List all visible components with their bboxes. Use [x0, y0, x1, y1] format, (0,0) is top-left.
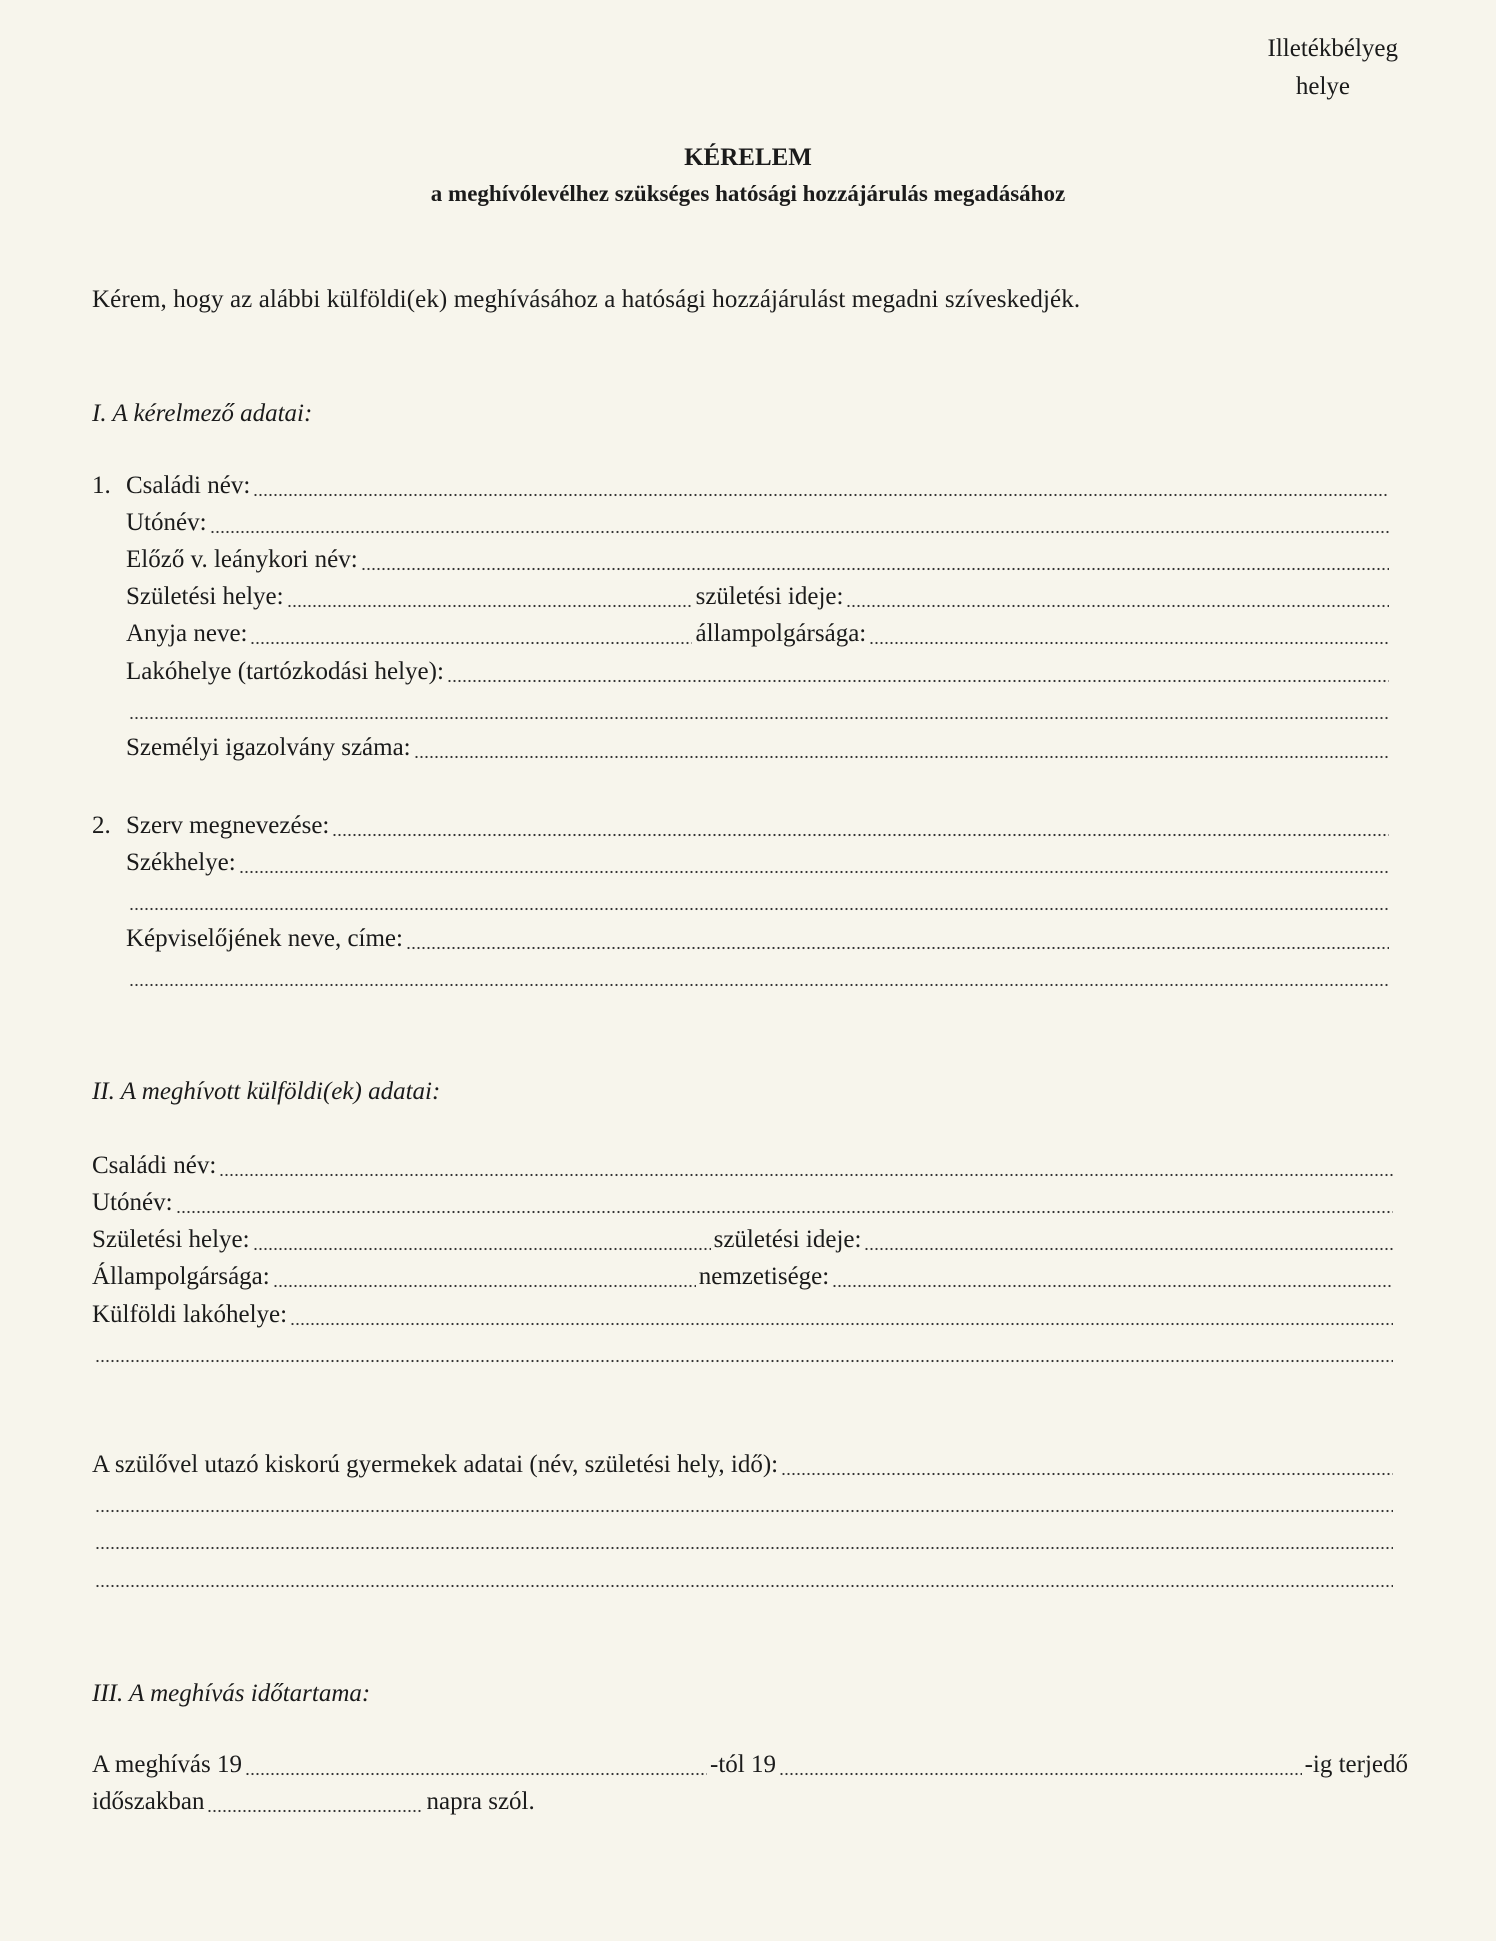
applicant-mother-name-label: Anyja neve:: [126, 620, 248, 647]
guest-family-name-label: Családi név:: [92, 1152, 217, 1179]
guest-birth-place-field[interactable]: [253, 1229, 711, 1251]
duration-until-field[interactable]: [779, 1754, 1302, 1776]
representative-field[interactable]: [406, 928, 1389, 950]
org-seat-continuation: [126, 886, 1392, 920]
applicant-given-name-row: [126, 509, 1392, 543]
applicant-birth-date-label: születési ideje:: [695, 583, 844, 610]
applicant-given-name-label: Utónév:: [126, 509, 207, 536]
intro-text: Kérem, hogy az alábbi külföldi(ek) meghívásához a hatósági hozzájárulást megadni szíveskedjék.: [92, 286, 1081, 313]
guest-nationality-field[interactable]: [832, 1266, 1393, 1288]
section-3-heading: III. A meghívás időtartama:: [92, 1680, 371, 1707]
applicant-given-name-field[interactable]: [210, 512, 1389, 534]
stamp-label-line1: Illetékbélyeg: [1267, 35, 1398, 62]
guest-given-name-field[interactable]: [176, 1192, 1393, 1214]
applicant-family-name-label: Családi név:: [126, 472, 251, 499]
children-field[interactable]: [781, 1454, 1393, 1476]
applicant-previous-name-row: [126, 546, 1392, 580]
guest-residence-label: Külföldi lakóhelye:: [92, 1301, 288, 1328]
period-row: [92, 1788, 792, 1822]
children-row: [92, 1451, 1396, 1485]
org-seat-row: [126, 849, 1392, 883]
guest-nationality-label: nemzetisége:: [698, 1263, 830, 1290]
applicant-citizenship-field[interactable]: [869, 623, 1389, 645]
applicant-birth-place-label: Születési helye:: [126, 583, 284, 610]
applicant-id-number-label: Személyi igazolvány száma:: [126, 734, 411, 761]
applicant-id-row: [126, 734, 1392, 768]
applicant-birth-place-field[interactable]: [287, 586, 693, 608]
org-seat-field[interactable]: [239, 852, 1389, 874]
children-field-2[interactable]: [95, 1491, 1393, 1513]
period-days-field[interactable]: [207, 1791, 423, 1813]
days-label: napra szól.: [426, 1788, 535, 1815]
guest-citizenship-label: Állampolgársága:: [92, 1263, 270, 1290]
guest-birth-date-field[interactable]: [864, 1229, 1393, 1251]
guest-residence-field-2[interactable]: [95, 1341, 1393, 1363]
section-2-heading: II. A meghívott külföldi(ek) adatai:: [92, 1078, 441, 1105]
children-field-3[interactable]: [95, 1528, 1393, 1550]
representative-label: Képviselőjének neve, címe:: [126, 925, 403, 952]
period-label: időszakban: [92, 1788, 205, 1815]
children-continuation-3: [92, 1563, 1396, 1597]
applicant-residence-label: Lakóhelye (tartózkodási helye):: [126, 658, 444, 685]
applicant-citizenship-label: állampolgársága:: [695, 620, 867, 647]
stamp-area: [1268, 30, 1399, 106]
representative-row: [126, 925, 1392, 959]
applicant-residence-row: [126, 658, 1392, 692]
duration-from-label: -tól 19: [710, 1751, 776, 1778]
duration-from-field[interactable]: [245, 1754, 707, 1776]
guest-family-name-row: [92, 1152, 1396, 1186]
guest-birth-place-label: Születési helye:: [92, 1226, 250, 1253]
form-subtitle: a meghívólevélhez szükséges hatósági hozzájárulás megadásához: [430, 181, 1066, 206]
applicant-previous-name-field[interactable]: [361, 549, 1389, 571]
guest-residence-continuation: [92, 1338, 1396, 1372]
applicant-id-number-field[interactable]: [414, 737, 1389, 759]
org-seat-field-2[interactable]: [129, 889, 1389, 911]
representative-continuation: [126, 962, 1392, 996]
org-name-field[interactable]: [332, 815, 1389, 837]
applicant-previous-name-label: Előző v. leánykori név:: [126, 546, 358, 573]
guest-residence-row: [92, 1301, 1396, 1335]
org-name-label: Szerv megnevezése:: [126, 812, 330, 839]
representative-field-2[interactable]: [129, 965, 1389, 987]
stamp-label-line2: helye: [1295, 73, 1350, 100]
org-name-row: [92, 812, 1392, 846]
item-number-2: 2.: [92, 812, 111, 839]
applicant-family-name-row: [92, 472, 1392, 506]
applicant-residence-field-2[interactable]: [129, 698, 1389, 720]
guest-birth-row: [92, 1226, 1396, 1260]
duration-prefix-label: A meghívás 19: [92, 1751, 242, 1778]
applicant-family-name-field[interactable]: [253, 475, 1389, 497]
item-number-1: 1.: [92, 472, 111, 499]
guest-residence-field[interactable]: [290, 1304, 1393, 1326]
children-continuation-1: [92, 1488, 1396, 1522]
guest-birth-date-label: születési ideje:: [713, 1226, 862, 1253]
applicant-mother-name-field[interactable]: [250, 623, 692, 645]
applicant-residence-field[interactable]: [447, 661, 1389, 683]
guest-citizenship-field[interactable]: [273, 1266, 696, 1288]
children-field-4[interactable]: [95, 1566, 1393, 1588]
form-title: KÉRELEM: [684, 144, 812, 171]
org-seat-label: Székhelye:: [126, 849, 236, 876]
applicant-birth-date-field[interactable]: [846, 586, 1389, 608]
applicant-residence-continuation: [126, 695, 1392, 729]
guest-given-name-row: [92, 1189, 1396, 1223]
duration-row: [92, 1751, 1408, 1785]
guest-family-name-field[interactable]: [219, 1155, 1393, 1177]
applicant-birth-row: [126, 583, 1392, 617]
guest-given-name-label: Utónév:: [92, 1189, 173, 1216]
duration-until-label: -ig terjedő: [1304, 1751, 1408, 1778]
section-1-heading: I. A kérelmező adatai:: [92, 400, 313, 427]
children-continuation-2: [92, 1525, 1396, 1559]
guest-citizenship-row: [92, 1263, 1396, 1297]
children-label: A szülővel utazó kiskorú gyermekek adatai (név, születési hely, idő):: [92, 1451, 779, 1478]
applicant-mother-row: [126, 620, 1392, 654]
